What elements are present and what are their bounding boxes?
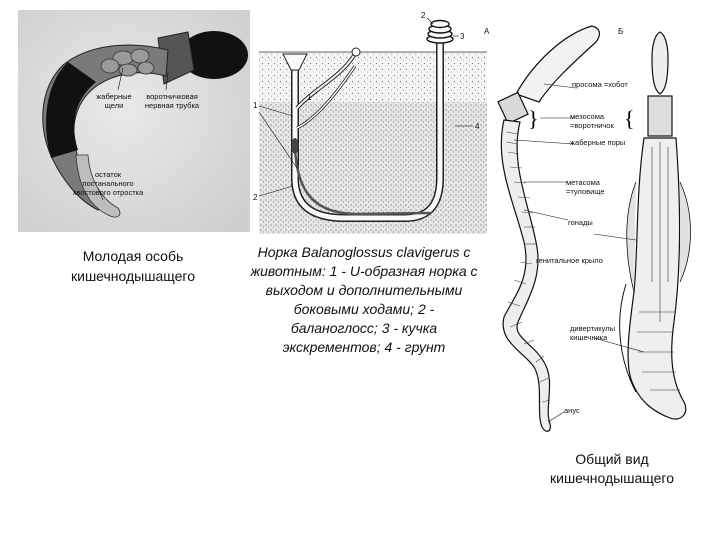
label-mesosoma: мезосома =воротничок [570,112,614,130]
bracket-b: { [624,106,635,131]
label-gill-slits: жаберные щели [96,92,132,110]
burrow-drawing [255,8,490,240]
label-anus: анус [564,406,580,415]
worm-a-proboscis [516,26,599,102]
right-caption: Общий вид кишечнодышащего [550,451,674,486]
letter-a: А [484,27,490,36]
worm-b [620,32,691,419]
label-metasoma: метасома =туловище [566,178,605,196]
burrow-figure [255,8,490,240]
young-worm-figure [18,10,250,232]
label-prosoma: просома =хобот [572,80,628,89]
letter-b: Б [618,27,624,36]
worm-b-collar [648,96,672,136]
number-2: 2 [253,193,258,202]
worm-b-trunk [628,138,686,419]
label-tail-remnant: остаток постанального хвостового отростка [72,170,144,197]
fecal-cast [427,21,453,44]
number-1: 1 [253,101,258,110]
worm-a-trunk [501,120,550,431]
balanoglossus-head [292,138,299,154]
number-1-inner: 1 [307,93,312,102]
worm-b-proboscis [652,32,668,94]
worm-b-genital-wing-right [680,182,691,282]
label-genital-wing: генитальное крыло [536,256,603,265]
middle-caption: Норка Balanoglossus clavigerus с животным: 1 - U-образная норка с выходом и дополнительными боковыми ходами; 2 - баланоглосс; 3 - кучка экскрементов; 4 - грунт [250,244,478,355]
left-caption: Молодая особь кишечнодышащего [71,248,195,284]
number-2-top: 2 [421,11,426,20]
worm-b-genital-wing-left [627,182,636,292]
number-4: 4 [475,122,480,131]
general-view-figure [484,22,720,447]
bracket-a: } [528,106,539,131]
young-worm-drawing [18,10,250,232]
label-diverticula: дивертикулы кишечника [570,324,615,342]
label-collar-nerve-tube: воротничковая нервная трубка [144,92,200,110]
label-gill-pores: жаберные поры [570,138,626,147]
label-gonads: гонады [568,218,593,227]
number-3: 3 [460,32,465,41]
